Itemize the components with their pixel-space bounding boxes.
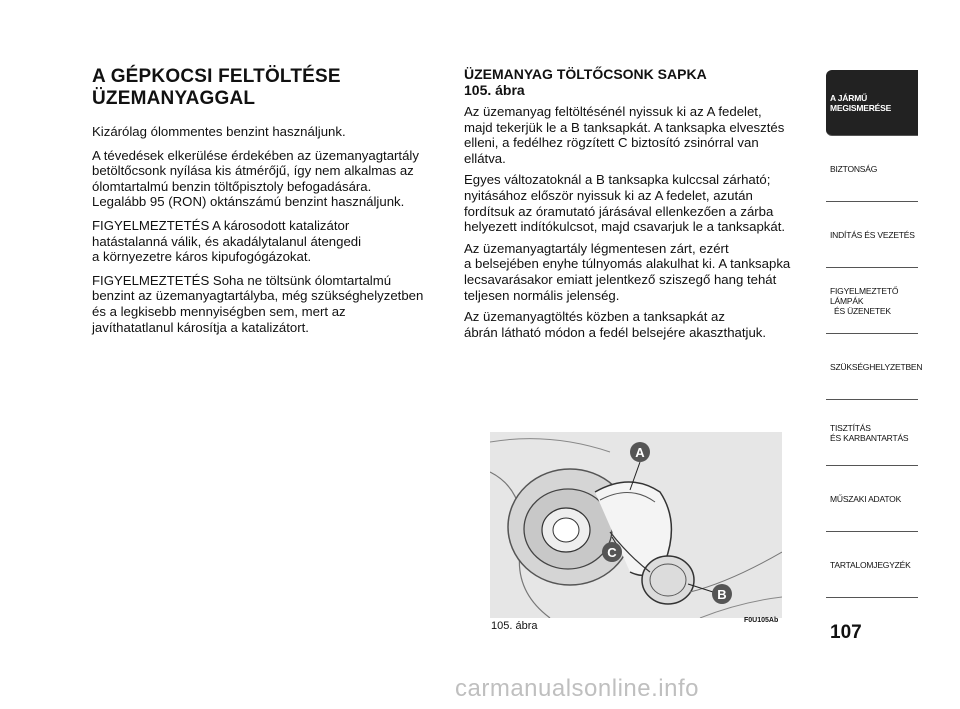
callout-b-label: B: [717, 587, 727, 602]
callout-c-label: C: [607, 545, 617, 560]
paragraph: Az üzemanyagtartály légmentesen zárt, ezért a belsejében enyhe túlnyomás alakulhat ki. A tanksapka lecsavarásakor emiatt jelentkező sziszegő hang tehát teljesen normális jelenség.: [464, 240, 791, 303]
section-subtitle: 105. ábra: [464, 82, 525, 98]
tab-starting-driving[interactable]: INDÍTÁS ÉS VEZETÉS: [826, 202, 918, 268]
tab-warning-lights[interactable]: FIGYELMEZTETŐ LÁMPÁK ÉS ÜZENETEK: [826, 268, 918, 334]
tab-emergency[interactable]: SZÜKSÉGHELYZETBEN: [826, 334, 918, 400]
left-column: [92, 66, 442, 343]
tab-maintenance[interactable]: TISZTÍTÁS ÉS KARBANTARTÁS: [826, 400, 918, 466]
callout-a-label: A: [635, 445, 645, 460]
paragraph: Egyes változatoknál a B tanksapka kulccsal zárható; nyitásához először nyissuk ki az A fedelet, azután fordítsuk az óramutató járásával ellenkezően a zárba helyezett indítókulcsot, majd csavarjuk le a tanksapkát.: [464, 172, 786, 235]
paragraph: Az üzemanyag feltöltésénél nyissuk ki az A fedelet, majd tekerjük le a B tanksapkát. A tanksapka elvesztés elleni, a fedélhez rögzített C biztosító zsinórral van ellátva.: [464, 104, 785, 166]
tab-contents[interactable]: TARTALOMJEGYZÉK: [826, 532, 918, 598]
tab-vehicle-overview[interactable]: A JÁRMŰ MEGISMERÉSE: [826, 70, 918, 136]
paragraph: Az üzemanyagtöltés közben a tanksapkát az ábrán látható módon a fedél belsejére akaszthatjuk.: [464, 309, 767, 340]
paragraph: Kizárólag ólommentes benzint használjunk.: [92, 124, 346, 139]
page-number: 107: [830, 622, 862, 643]
chapter-sidebar: [826, 70, 923, 598]
fuel-cap-illustration: [490, 432, 782, 618]
tab-safety[interactable]: BIZTONSÁG: [826, 136, 918, 202]
title-line: A GÉPKOCSI FELTÖLTÉSE: [92, 66, 341, 87]
fuel-cap-figure: [490, 432, 782, 618]
warning-paragraph: FIGYELMEZTETÉS Soha ne töltsünk ólomtartalmú benzint az üzemanyagtartályba, még szükséghelyzetben és a legkisebb mennyiségben sem, mert az javíthatatlanul károsítja a katalizátort.: [92, 272, 424, 335]
figure-code: F0U105Ab: [744, 617, 779, 624]
tab-technical-data[interactable]: MŰSZAKI ADATOK: [826, 466, 918, 532]
watermark: carmanualsonline.info: [455, 675, 699, 702]
warning-paragraph: FIGYELMEZTETÉS A károsodott katalizátor hatástalanná válik, és akadálytalanul átengedi a környezetre káros kipufogógázokat.: [92, 217, 362, 265]
paragraph: A tévedések elkerülése érdekében az üzemanyagtartály betöltőcsonk nyílása kis átmérőjű, így nem alkalmas az ólomtartalmú benzin töltőpisztoly befogadására. Legalább 95 (RON) oktánszámú benzint használjunk.: [92, 147, 419, 210]
section-title: ÜZEMANYAG TÖLTŐCSONK SAPKA: [464, 66, 707, 82]
title-line: ÜZEMANYAGGAL: [92, 88, 256, 109]
figure-caption: 105. ábra: [491, 620, 538, 632]
right-column: [464, 66, 814, 346]
section-title: [92, 66, 442, 110]
